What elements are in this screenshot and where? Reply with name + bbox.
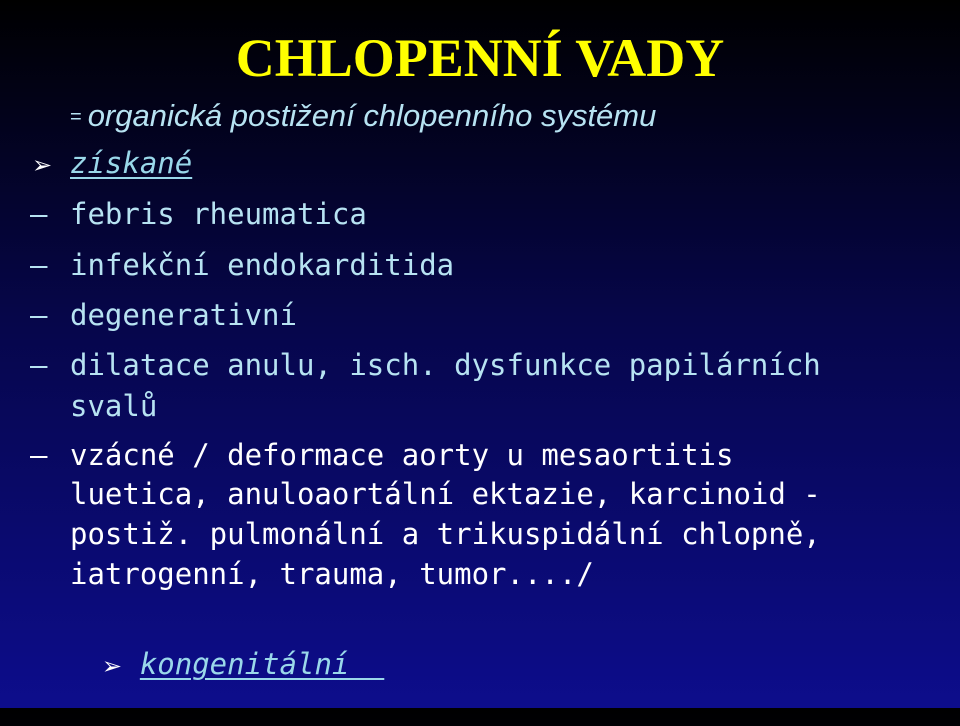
dash-marker: – bbox=[30, 248, 48, 282]
dash-marker: – bbox=[30, 438, 48, 472]
rare-line-2: luetica, anuloaortální ektazie, karcinoid - bbox=[70, 477, 821, 511]
dash-marker: – bbox=[30, 298, 48, 332]
rare-line-1: vzácné / deformace aorty u mesaortitis bbox=[70, 438, 734, 472]
dash-marker: – bbox=[30, 348, 48, 382]
bullet-acquired bbox=[32, 143, 192, 185]
list-item-text: febris rheumatica bbox=[70, 197, 367, 231]
slide-title: CHLOPENNÍ VADY bbox=[235, 28, 725, 88]
subtitle-text: organická postižení chlopenního systému bbox=[87, 98, 657, 133]
equals-sign: = bbox=[70, 106, 82, 128]
list-item-continuation: svalů bbox=[70, 389, 158, 423]
arrow-bullet-icon: ➢ bbox=[101, 652, 122, 680]
rare-line-3: postiž. pulmonální a trikuspidální chlopně, bbox=[70, 517, 821, 551]
rare-line-4: iatrogenní, trauma, tumor..../ bbox=[70, 557, 594, 591]
slide-subtitle bbox=[70, 96, 656, 137]
arrow-bullet-icon: ➢ bbox=[32, 151, 53, 179]
list-item-text: dilatace anulu, isch. dysfunkce papilárních bbox=[70, 348, 821, 382]
list-item-text: infekční endokarditida bbox=[70, 248, 455, 282]
dash-marker: – bbox=[30, 197, 48, 231]
list-item-text: degenerativní bbox=[70, 298, 297, 332]
bullet-congenital-label: kongenitální bbox=[139, 647, 385, 681]
bullet-acquired-label: získané bbox=[70, 146, 193, 180]
